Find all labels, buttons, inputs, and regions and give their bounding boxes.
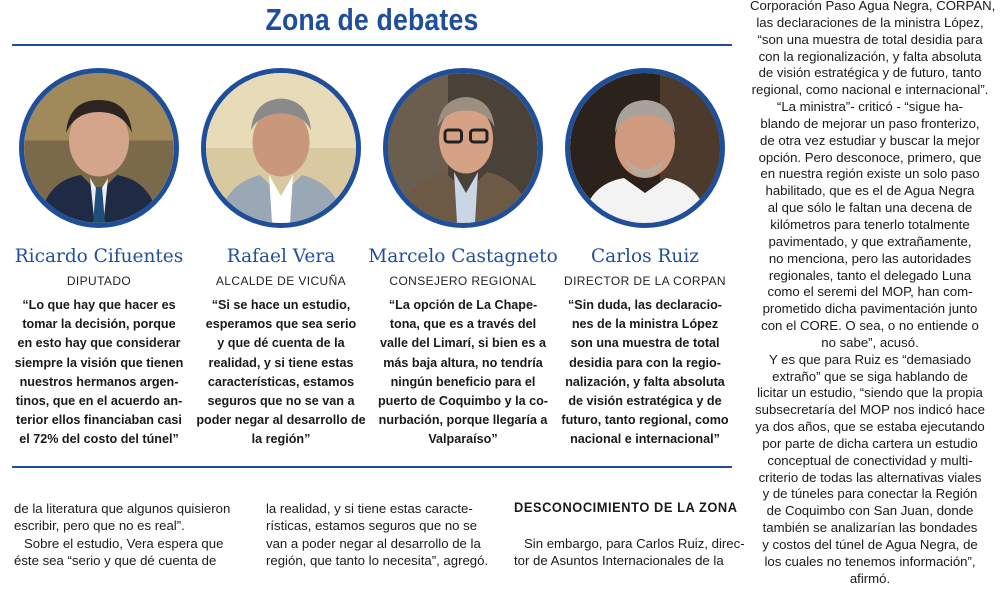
article-line: la realidad, y si tiene estas caracte- bbox=[266, 501, 473, 516]
quote-line: ningún beneficio para el bbox=[390, 374, 536, 389]
article-line: al que sólo le faltan una decena de bbox=[767, 200, 973, 216]
person-role: ALCALDE DE VICUÑA bbox=[215, 274, 347, 288]
quote-line: valle del Limarí, si bien es a bbox=[380, 336, 546, 351]
quote-line: terior ellos financiaban casi bbox=[16, 413, 182, 428]
article-line: como el seremi del MOP, han com- bbox=[767, 284, 973, 300]
quote-line: realidad, y si tiene estas bbox=[208, 355, 354, 370]
person-name: Marcelo Castagneto bbox=[368, 246, 558, 267]
portrait-photo bbox=[201, 68, 361, 228]
quote-line: futuro, tanto regional, como bbox=[561, 413, 729, 428]
article-line: no sabe”, acusó. bbox=[821, 334, 919, 350]
quote-line: características, estamos bbox=[207, 374, 355, 389]
article-line: extraño” que se siga hablando de bbox=[772, 368, 968, 384]
article-line: licitar un estudio, “siendo que la propia bbox=[757, 385, 983, 401]
quote-line: puerto de Coquimbo y la co- bbox=[377, 394, 549, 409]
person-role: DIRECTOR DE LA CORPAN bbox=[564, 274, 726, 288]
article-line: y de túneles para conectar la Región bbox=[762, 486, 978, 502]
article-line: pavimentado, y que extrañamente, bbox=[768, 233, 972, 249]
quote-line: seguros que no se van a bbox=[207, 394, 355, 409]
article-line: Corporación Paso Agua Negra, CORPAN, bbox=[750, 0, 996, 13]
quote-line: “La opción de La Chape- bbox=[388, 298, 538, 312]
person-role: DIPUTADO bbox=[66, 274, 132, 288]
quote-line: de visión estratégica y de bbox=[568, 394, 722, 409]
quote-line: desidia para con la regio- bbox=[569, 355, 721, 370]
article-line: opción. Pero desconoce, primero, que bbox=[758, 149, 982, 165]
quote-line: la región” bbox=[251, 432, 311, 447]
article-line: habilitado, que es el de Agua Negra bbox=[765, 183, 975, 199]
quote-line: el 72% del costo del túnel” bbox=[19, 432, 179, 447]
article-line: “La ministra”- criticó - “sigue ha- bbox=[776, 99, 964, 115]
quote-line: más baja altura, no tendría bbox=[383, 355, 543, 370]
section-title: Zona de debates bbox=[265, 2, 479, 37]
quote-line: nes de la ministra López bbox=[571, 317, 719, 332]
quote-line: nacional e internacional” bbox=[570, 432, 720, 447]
article-column-2 bbox=[266, 500, 496, 570]
article-line: prometido dicha pavimentación junto bbox=[762, 301, 978, 317]
quote-line: tomar la decisión, porque bbox=[22, 317, 176, 332]
quote-line: tona, que es a través del bbox=[389, 317, 537, 332]
article-line: de otra vez estudiar y buscar la mejor bbox=[760, 132, 980, 148]
portrait-photo bbox=[19, 68, 179, 228]
section-subheading: DESCONOCIMIENTO DE LA ZONA bbox=[514, 500, 738, 515]
person-name: Rafael Vera bbox=[226, 246, 336, 267]
article-line: Sobre el estudio, Vera espera que bbox=[24, 535, 224, 551]
article-line: ya dos años, que se estaba ejecutando bbox=[755, 419, 985, 435]
article-column-1 bbox=[14, 500, 244, 570]
article-line: éste sea “serio y que dé cuenta de bbox=[14, 553, 217, 569]
quote-line: esperamos que sea serio bbox=[205, 317, 357, 332]
article-line: los cuales no tenemos información”, bbox=[764, 553, 976, 569]
article-line: las declaraciones de la ministra López, bbox=[756, 14, 984, 30]
article-line: kilómetros para tenerlo totalmente bbox=[770, 216, 970, 232]
quote-line: Valparaíso” bbox=[428, 432, 498, 447]
article-line: región, que tanto lo necesita”, agregó. bbox=[266, 553, 489, 569]
quote-line: nalización, y falta absoluta bbox=[565, 374, 725, 389]
article-line: de la literatura que algunos quisieron bbox=[14, 501, 231, 516]
article-line: de visión estratégica y de futuro, tanto bbox=[758, 65, 982, 81]
quote-line: son una muestra de total bbox=[570, 336, 720, 351]
article-line: regional, como nacional e internacional”. bbox=[751, 82, 989, 98]
article-line: “son una muestra de total desidia para bbox=[757, 31, 983, 47]
article-line: en nuestra región existe un solo paso bbox=[760, 166, 980, 182]
article-line: con el CORE. O sea, o no entiende o bbox=[761, 318, 979, 334]
article-line: blando de mejorar un paso fronterizo, bbox=[760, 115, 980, 131]
article-line: Sin embargo, para Carlos Ruiz, direc- bbox=[524, 536, 745, 551]
quote-line: en esto hay que considerar bbox=[17, 336, 181, 351]
article-line: Y es que para Ruiz es “demasiado bbox=[768, 351, 972, 367]
article-column-3 bbox=[514, 535, 745, 570]
title-rule bbox=[12, 44, 732, 46]
article-line: subsecretaría del MOP nos indicó hace bbox=[755, 402, 985, 418]
article-line: criterio de todas las alternativas viales bbox=[758, 469, 982, 485]
quote-line: tinos, que en el acuerdo an- bbox=[15, 394, 183, 409]
article-line: afirmó. bbox=[849, 570, 891, 586]
quote-line: “Sin duda, las declaracio- bbox=[568, 298, 722, 312]
article-line: rísticas, estamos seguros que no se bbox=[266, 518, 478, 534]
article-line: escribir, pero que no es real”. bbox=[14, 518, 185, 534]
article-column-right bbox=[750, 0, 996, 588]
quote-line: siempre la visión que tienen bbox=[14, 355, 184, 370]
quote-line: “Si se hace un estudio, bbox=[211, 298, 351, 312]
person-quote bbox=[6, 296, 192, 450]
article-line: tor de Asuntos Internacionales de la bbox=[514, 553, 724, 569]
article-line: van a poder negar al desarrollo de la bbox=[266, 535, 481, 551]
article-line: regionales, tanto el delegado Luna bbox=[768, 267, 972, 283]
article-line: con la regionalización, y falta absoluta bbox=[758, 48, 982, 64]
person-quote bbox=[370, 296, 556, 450]
quote-line: nuestros hermanos argen- bbox=[19, 374, 179, 389]
article-line: por parte de dicha cartera un estudio bbox=[762, 435, 978, 451]
quote-line: poder negar al desarrollo de bbox=[196, 413, 366, 428]
person-role: CONSEJERO REGIONAL bbox=[389, 274, 537, 288]
article-line: también se analizarían las bondades bbox=[762, 520, 978, 536]
person-name: Ricardo Cifuentes bbox=[14, 246, 184, 267]
portrait-photo bbox=[565, 68, 725, 228]
quote-line: y que dé cuenta de la bbox=[217, 336, 345, 351]
quotes-bottom-rule bbox=[12, 466, 732, 468]
person-quote bbox=[188, 296, 374, 450]
quote-line: nurbación, porque llegaría a bbox=[378, 413, 548, 428]
quote-line: “Lo que hay que hacer es bbox=[22, 298, 176, 312]
article-line: no menciona, pero las autoridades bbox=[768, 250, 972, 266]
person-name: Carlos Ruiz bbox=[591, 246, 699, 267]
article-line: y costos del túnel de Agua Negra, de bbox=[762, 537, 978, 552]
portrait-photo bbox=[383, 68, 543, 228]
article-line: de Coquimbo con San Juan, donde bbox=[766, 503, 974, 519]
person-quote bbox=[552, 296, 738, 450]
article-line: conceptual de conectividad y multi- bbox=[767, 452, 973, 468]
